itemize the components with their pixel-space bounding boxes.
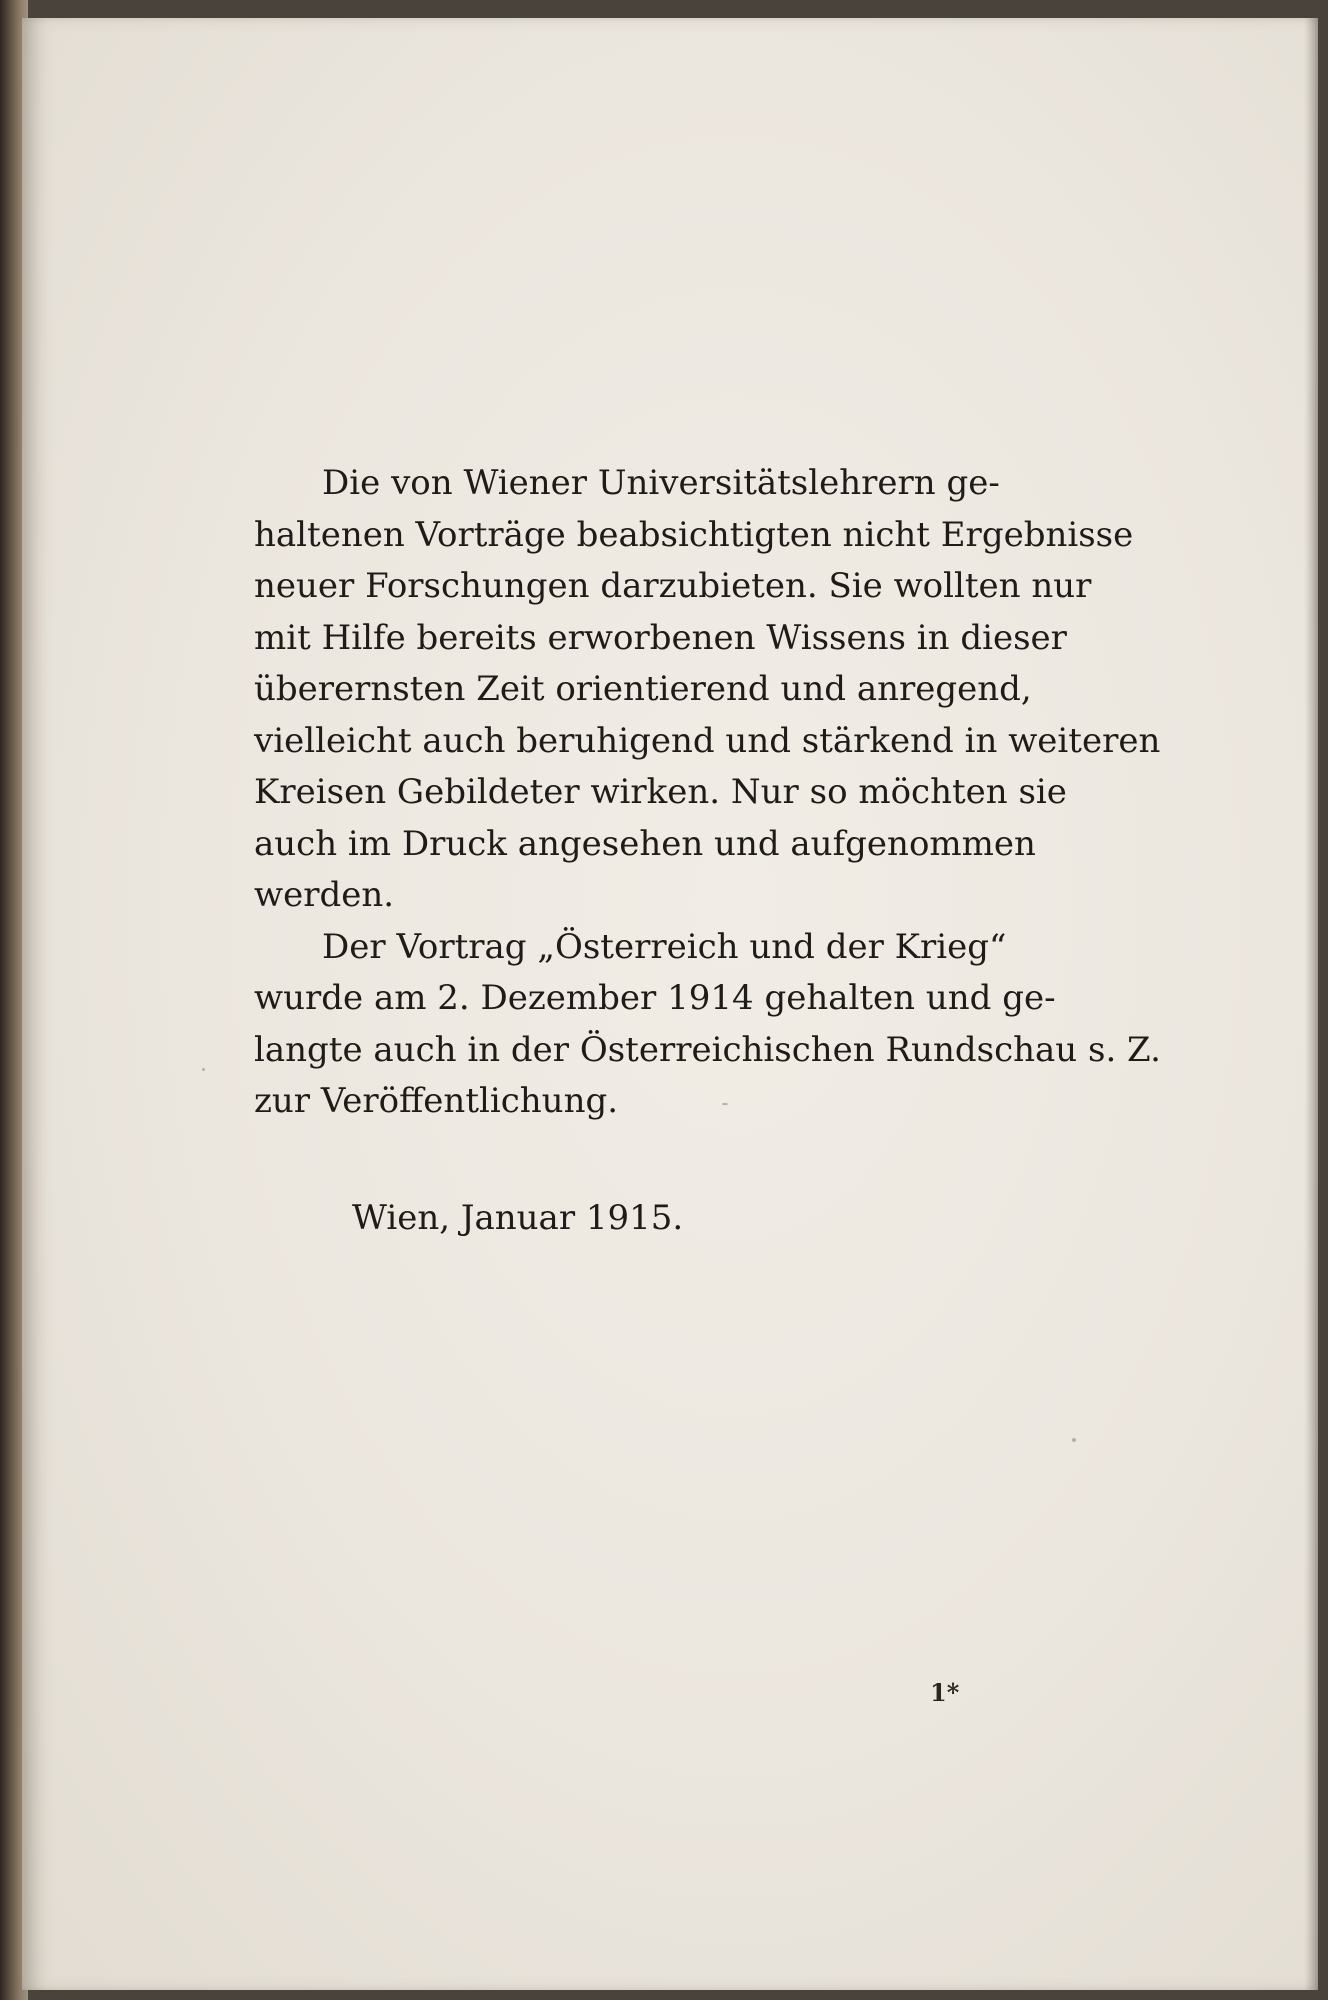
preface-text [254,458,1161,1128]
book-page [22,18,1318,1990]
text-line: zur Veröffentlichung. [254,1081,619,1121]
place-and-date: Wien, Januar 1915. [352,1198,684,1238]
text-line: Kreisen Gebildeter wirken. Nur so möchten sie [254,772,1067,812]
text-line: auch im Druck angesehen und aufgenommen [254,823,1036,864]
text-line: neuer Forschungen darzubieten. Sie wollten nur [254,566,1092,606]
text-line: mit Hilfe bereits erworbenen Wissens in dieser [254,617,1067,658]
page-edge-shadow [1304,18,1318,1990]
text-line: vielleicht auch beruhigend und stärkend in weiteren [254,720,1161,761]
text-line: Die von Wiener Universitätslehrern ge- [322,463,1000,503]
paper-speck [1072,1438,1076,1442]
text-line: Der Vortrag „Österreich und der Krieg“ [322,926,1007,967]
text-line: langte auch in der Österreichischen Rundschau s. Z. [254,1029,1161,1070]
text-line: haltenen Vorträge beabsichtigten nicht Ergebnisse [254,514,1134,555]
paper-speck [202,1068,205,1071]
text-line: wurde am 2. Dezember 1914 gehalten und ge- [254,978,1056,1018]
text-line: überernsten Zeit orientierend und anregend, [254,669,1032,709]
signature-mark: 1* [930,1678,960,1707]
text-line: werden. [254,875,395,915]
